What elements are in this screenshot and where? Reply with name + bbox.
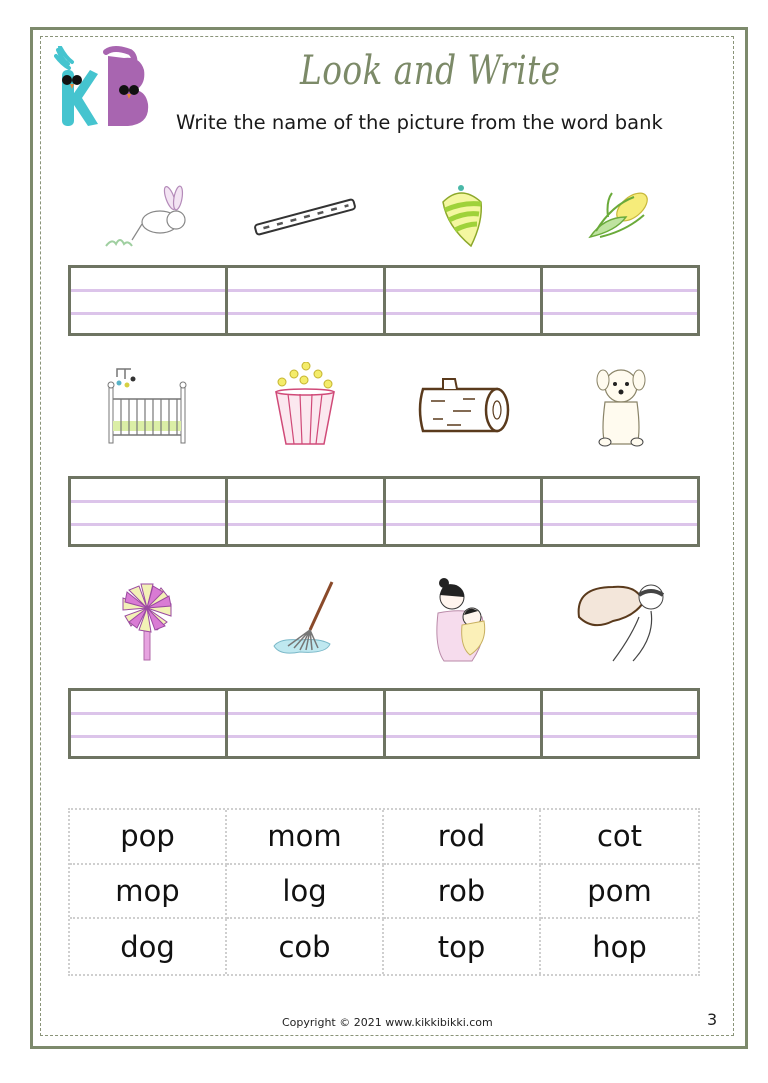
picture-log xyxy=(384,360,542,450)
writing-cell-rob[interactable] xyxy=(543,691,697,756)
writing-box-row-1 xyxy=(68,265,700,336)
picture-row-2 xyxy=(68,360,700,450)
page-title: Look and Write xyxy=(300,48,561,94)
picture-top xyxy=(384,172,542,262)
picture-row-3 xyxy=(68,575,700,665)
writing-cell-rod[interactable] xyxy=(228,268,385,333)
baby-cot-icon xyxy=(105,365,189,445)
picture-pop xyxy=(226,360,384,450)
writing-cell-top[interactable] xyxy=(386,268,543,333)
instruction-text: Write the name of the picture from the word bank xyxy=(176,111,663,134)
picture-cob xyxy=(542,172,700,262)
word-bank-item: pop xyxy=(70,810,227,865)
mother-baby-icon xyxy=(432,577,494,663)
picture-mop xyxy=(226,575,384,665)
robber-icon xyxy=(573,577,669,663)
corn-cob-icon xyxy=(586,187,656,247)
writing-cell-log[interactable] xyxy=(386,479,543,544)
picture-mom xyxy=(384,575,542,665)
page-number: 3 xyxy=(707,1010,718,1029)
picture-pom xyxy=(68,575,226,665)
kb-logo-icon xyxy=(54,46,154,130)
word-bank-item: hop xyxy=(592,929,647,964)
pom-pom-icon xyxy=(117,578,177,662)
kb-logo xyxy=(54,46,154,130)
spinning-top-icon xyxy=(433,182,493,252)
writing-cell-hop[interactable] xyxy=(71,268,228,333)
writing-cell-cot[interactable] xyxy=(71,479,228,544)
picture-row-1 xyxy=(68,172,700,262)
popcorn-icon xyxy=(270,362,340,448)
word-bank-item: cob xyxy=(227,919,384,974)
picture-dog xyxy=(542,360,700,450)
rod-icon xyxy=(250,192,360,242)
picture-cot xyxy=(68,360,226,450)
word-bank-item: rod xyxy=(384,810,541,865)
writing-cell-mop[interactable] xyxy=(228,691,385,756)
word-bank-item: mom xyxy=(227,810,384,865)
writing-cell-cob[interactable] xyxy=(543,268,697,333)
word-bank-item: cot xyxy=(541,810,698,865)
writing-box-row-3 xyxy=(68,688,700,759)
log-icon xyxy=(413,375,513,435)
writing-cell-mom[interactable] xyxy=(386,691,543,756)
dog-icon xyxy=(591,362,651,448)
writing-box-row-2 xyxy=(68,476,700,547)
word-bank-item: rob xyxy=(384,865,541,920)
word-bank-item: log xyxy=(227,865,384,920)
word-bank xyxy=(68,808,700,976)
mop-icon xyxy=(270,580,340,660)
bunny-hopping-icon xyxy=(102,182,192,252)
word-bank-item: pom xyxy=(541,865,698,920)
copyright-text: Copyright © 2021 www.kikkibikki.com xyxy=(282,1016,493,1029)
word-bank-item: top xyxy=(384,919,541,974)
writing-cell-pom[interactable] xyxy=(71,691,228,756)
writing-cell-dog[interactable] xyxy=(543,479,697,544)
picture-hop xyxy=(68,172,226,262)
picture-rob xyxy=(542,575,700,665)
writing-cell-pop[interactable] xyxy=(228,479,385,544)
picture-rod xyxy=(226,172,384,262)
word-bank-item: dog xyxy=(70,919,227,974)
word-bank-item: mop xyxy=(70,865,227,920)
